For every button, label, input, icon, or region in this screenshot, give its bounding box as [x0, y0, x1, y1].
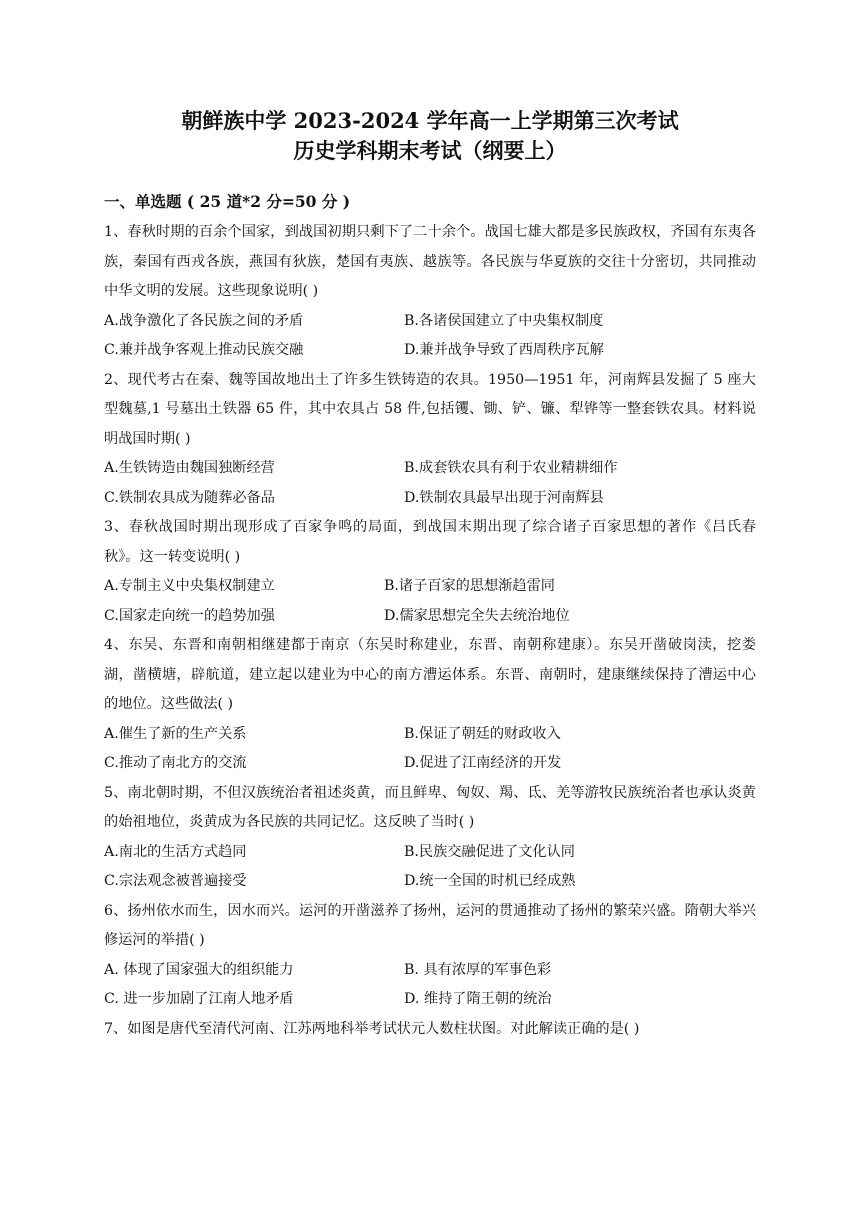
- section-heading: 一、单选题 ( 25 道*2 分=50 分 ): [104, 192, 351, 211]
- option-d: D.儒家思想完全失去统治地位: [384, 607, 570, 624]
- option-a: A.南北的生活方式趋同: [104, 843, 247, 860]
- question-3: [104, 513, 756, 631]
- option-c: C.国家走向统一的趋势加强: [104, 607, 275, 624]
- question-2: [104, 366, 756, 514]
- option-b: B.成套铁农具有利于农业精耕细作: [404, 460, 618, 476]
- option-b: B.保证了朝廷的财政收入: [404, 725, 561, 742]
- question-stem: 4、东吴、东晋和南朝相继建都于南京（东吴时称建业，东晋、南朝称建康）。东吴开凿破岗渎，挖娄湖，凿横塘，辟航道，建立起以建业为中心的南方漕运体系。东晋、南朝时，建康继续保持了漕运中心的地位。这些做法( ): [104, 637, 756, 712]
- option-a: A.催生了新的生产关系: [104, 725, 247, 742]
- option-b: B.诸子百家的思想渐趋雷同: [384, 578, 555, 594]
- question-6: [104, 897, 756, 1015]
- option-d: D.促进了江南经济的开发: [404, 755, 562, 771]
- option-a: A. 体现了国家强大的组织能力: [104, 961, 294, 978]
- question-stem: 7、如图是唐代至清代河南、江苏两地科举考试状元人数柱状图。对此解读正确的是( ): [104, 1020, 640, 1037]
- question-stem: 3、春秋战国时期出现形成了百家争鸣的局面，到战国末期出现了综合诸子百家思想的著作《吕氏春秋》。这一转变说明( ): [104, 519, 756, 565]
- option-c: C.推动了南北方的交流: [104, 755, 247, 771]
- option-c: C.兼并战争客观上推动民族交融: [104, 342, 304, 358]
- question-stem: 6、扬州依水而生，因水而兴。运河的开凿滋养了扬州，运河的贯通推动了扬州的繁荣兴盛。隋朝大举兴修运河的举措( ): [104, 902, 756, 948]
- question-5: [104, 779, 756, 897]
- exam-title-line1: 朝鲜族中学 2023-2024 学年高一上学期第三次考试: [181, 108, 679, 133]
- option-c: C.宗法观念被普遍接受: [104, 873, 247, 889]
- option-c: C.铁制农具成为随葬必备品: [104, 489, 275, 506]
- option-a: A.专制主义中央集权制建立: [104, 578, 275, 594]
- question-stem: 1、春秋时期的百余个国家，到战国初期只剩下了二十余个。战国七雄大都是多民族政权，齐国有东夷各族，秦国有西戎各族，燕国有狄族，楚国有夷族、越族等。各民族与华夏族的交往十分密切，共同推动中华文明的发展。这些现象说明( ): [104, 224, 756, 299]
- exam-title-line2: 历史学科期末考试（纲要上）: [293, 138, 567, 163]
- question-7: [104, 1015, 756, 1045]
- option-d: D.兼并战争导致了西周秩序瓦解: [404, 342, 604, 358]
- option-a: A.生铁铸造由魏国独断经营: [104, 460, 275, 476]
- option-b: B.各诸侯国建立了中央集权制度: [404, 312, 604, 329]
- option-d: D.铁制农具最早出现于河南辉县: [404, 489, 604, 506]
- option-a: A.战争激化了各民族之间的矛盾: [104, 312, 304, 329]
- question-stem: 2、现代考古在秦、魏等国故地出土了许多生铁铸造的农具。1950—1951 年，河南辉县发掘了 5 座大型魏墓,1 号墓出土铁器 65 件，其中农具占 58 件,包括䦆、锄、铲、镰、犁铧等一整套铁农具。材料说明战国时期( ): [104, 371, 756, 447]
- option-d: D.统一全国的时机已经成熟: [404, 873, 576, 889]
- question-1: [104, 218, 756, 366]
- option-d: D. 维持了隋王朝的统治: [404, 991, 552, 1007]
- question-stem: 5、南北朝时期，不但汉族统治者祖述炎黄，而且鲜卑、匈奴、羯、氐、羌等游牧民族统治者也承认炎黄的始祖地位，炎黄成为各民族的共同记忆。这反映了当时( ): [104, 784, 756, 830]
- question-4: [104, 631, 756, 779]
- option-b: B.民族交融促进了文化认同: [404, 843, 575, 860]
- option-c: C. 进一步加剧了江南人地矛盾: [104, 991, 294, 1007]
- option-b: B. 具有浓厚的军事色彩: [404, 961, 552, 978]
